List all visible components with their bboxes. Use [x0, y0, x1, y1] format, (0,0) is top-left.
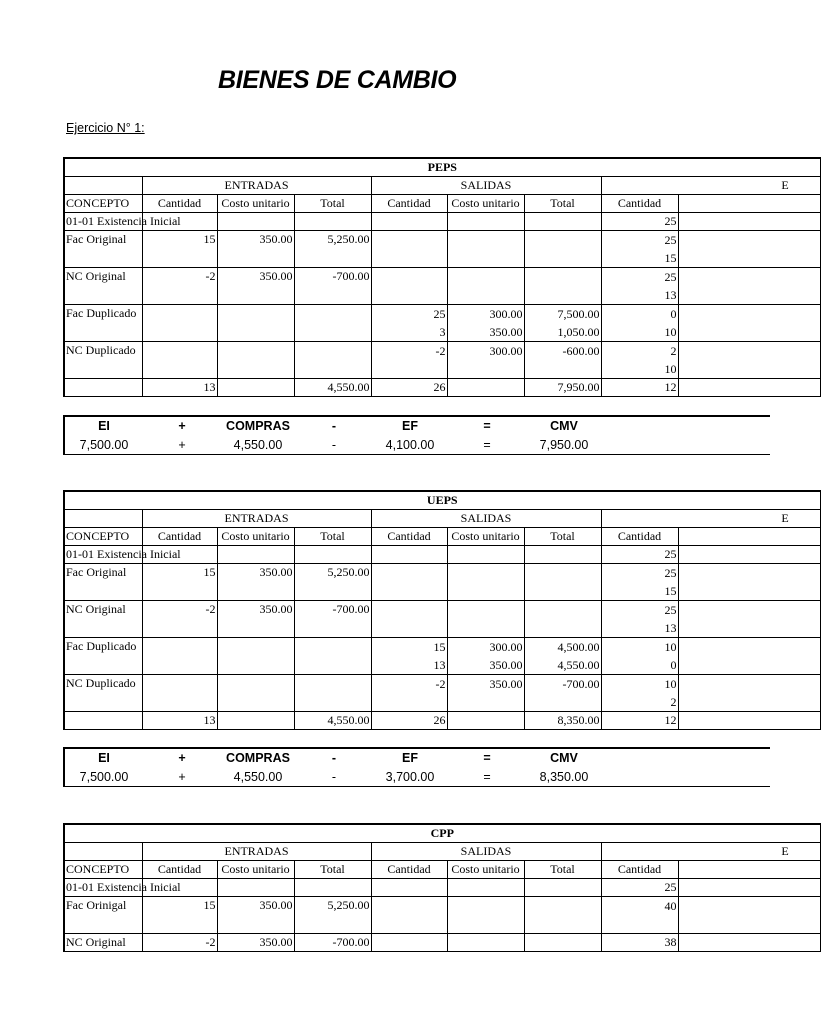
in-total-cell: -700.00 — [294, 268, 371, 305]
summary-label: EF — [402, 419, 418, 433]
total-out-total: 8,350.00 — [524, 712, 601, 730]
in-costo-cell: 350.00 — [217, 564, 294, 601]
in-total-cell: 5,250.00 — [294, 564, 371, 601]
method-title: UEPS — [64, 491, 820, 510]
out-cantidad-cell: 15 13 — [371, 638, 447, 675]
header-concepto: CONCEPTO — [64, 528, 142, 546]
summary-value: 7,500.00 — [79, 438, 129, 452]
total-out-cantidad: 26 — [371, 379, 447, 397]
header-concepto: CONCEPTO — [64, 861, 142, 879]
exist-cantidad-cell: 25 13 — [601, 268, 678, 305]
summary-label: CMV — [550, 751, 578, 765]
exist-cantidad-cell: 25 — [601, 879, 678, 897]
exercise-label: Ejercicio N° 1: — [66, 121, 145, 135]
concepto-cell: NC Original — [64, 601, 142, 638]
in-total-cell: -700.00 — [294, 934, 371, 952]
out-total-cell: -600.00 — [524, 342, 601, 379]
group-existencias: E — [601, 510, 820, 528]
summary-value: 7,950.00 — [539, 438, 589, 452]
header-costo-unitario: Costo unitario — [447, 861, 524, 879]
table-row — [64, 675, 820, 712]
header-concepto: CONCEPTO — [64, 195, 142, 213]
group-entradas: ENTRADAS — [142, 177, 371, 195]
table-row — [64, 601, 820, 638]
total-in-total: 4,550.00 — [294, 379, 371, 397]
concepto-cell: NC Duplicado — [64, 675, 142, 712]
table-row — [64, 934, 820, 952]
total-out-total: 7,950.00 — [524, 379, 601, 397]
exist-cantidad-cell: 40 — [601, 897, 678, 934]
table-row — [64, 879, 820, 897]
header-total: Total — [294, 195, 371, 213]
in-cantidad-cell: -2 — [142, 268, 217, 305]
summary-value: = — [483, 770, 491, 784]
concepto-cell: NC Duplicado — [64, 342, 142, 379]
out-cantidad-cell: -2 — [371, 342, 447, 379]
table-row — [64, 231, 820, 268]
exist-cantidad-cell: 0 10 — [601, 305, 678, 342]
out-costo-cell: 300.00 — [447, 342, 524, 379]
summary-label: COMPRAS — [226, 751, 290, 765]
header-cantidad: Cantidad — [601, 195, 678, 213]
concepto-cell: NC Original — [64, 934, 142, 952]
summary-label: - — [331, 751, 337, 765]
group-salidas: SALIDAS — [371, 843, 601, 861]
exist-cantidad-cell: 25 13 — [601, 601, 678, 638]
out-cantidad-cell: 25 3 — [371, 305, 447, 342]
concepto-cell: 01-01 Existencia Inicial — [64, 546, 142, 564]
out-total-cell: 7,500.00 1,050.00 — [524, 305, 601, 342]
out-total-cell: -700.00 — [524, 675, 601, 712]
header-cantidad: Cantidad — [142, 861, 217, 879]
totals-row — [64, 379, 820, 397]
group-existencias: E — [601, 843, 820, 861]
ueps-table — [63, 490, 789, 730]
header-cantidad: Cantidad — [371, 861, 447, 879]
in-costo-cell: 350.00 — [217, 231, 294, 268]
summary-label: COMPRAS — [226, 419, 290, 433]
total-exist-cantidad: 12 — [601, 712, 678, 730]
summary-label: + — [178, 751, 186, 765]
in-costo-cell: 350.00 — [217, 268, 294, 305]
summary-label: - — [331, 419, 337, 433]
header-costo-unitario: Costo unitario — [447, 528, 524, 546]
header-total: Total — [294, 528, 371, 546]
exist-cantidad-cell: 38 — [601, 934, 678, 952]
in-cantidad-cell: 15 — [142, 897, 217, 934]
summary-label: EF — [402, 751, 418, 765]
header-total: Total — [524, 195, 601, 213]
header-total: Total — [524, 861, 601, 879]
concepto-cell: Fac Original — [64, 564, 142, 601]
totals-row — [64, 712, 820, 730]
summary-label: = — [483, 419, 491, 433]
summary-value: + — [178, 770, 186, 784]
table-row — [64, 897, 820, 934]
total-in-cantidad: 13 — [142, 712, 217, 730]
summary-label: EI — [98, 751, 110, 765]
header-total: Total — [294, 861, 371, 879]
exist-cantidad-cell: 10 2 — [601, 675, 678, 712]
summary-value: 4,100.00 — [385, 438, 435, 452]
summary-value: 3,700.00 — [385, 770, 435, 784]
concepto-cell: NC Original — [64, 268, 142, 305]
out-costo-cell: 300.00 350.00 — [447, 305, 524, 342]
total-in-cantidad: 13 — [142, 379, 217, 397]
exist-cantidad-cell: 2 10 — [601, 342, 678, 379]
header-costo-unitario: Costo unitario — [447, 195, 524, 213]
summary-value: - — [331, 770, 337, 784]
peps-table — [63, 157, 789, 397]
in-cantidad-cell: 15 — [142, 564, 217, 601]
group-entradas: ENTRADAS — [142, 843, 371, 861]
summary-value: - — [331, 438, 337, 452]
in-costo-cell: 350.00 — [217, 897, 294, 934]
out-cantidad-cell: -2 — [371, 675, 447, 712]
summary-label: + — [178, 419, 186, 433]
summary-value: = — [483, 438, 491, 452]
exist-cantidad-cell: 25 15 — [601, 231, 678, 268]
header-cantidad: Cantidad — [601, 861, 678, 879]
summary-value: 4,550.00 — [233, 438, 283, 452]
cpp-table — [63, 823, 789, 952]
concepto-cell: Fac Duplicado — [64, 305, 142, 342]
header-cantidad: Cantidad — [371, 195, 447, 213]
exist-cantidad-cell: 10 0 — [601, 638, 678, 675]
total-exist-cantidad: 12 — [601, 379, 678, 397]
in-cantidad-cell: -2 — [142, 601, 217, 638]
group-existencias: E — [601, 177, 820, 195]
summary-label: CMV — [550, 419, 578, 433]
header-costo-unitario: Costo unitario — [217, 195, 294, 213]
group-entradas: ENTRADAS — [142, 510, 371, 528]
concepto-cell: Fac Duplicado — [64, 638, 142, 675]
total-out-cantidad: 26 — [371, 712, 447, 730]
in-costo-cell: 350.00 — [217, 934, 294, 952]
header-costo-unitario: Costo unitario — [217, 528, 294, 546]
concepto-cell: Fac Orinigal — [64, 897, 142, 934]
table-row — [64, 305, 820, 342]
header-costo-unitario: Costo unitario — [217, 861, 294, 879]
total-in-total: 4,550.00 — [294, 712, 371, 730]
table-row — [64, 564, 820, 601]
header-cantidad: Cantidad — [371, 528, 447, 546]
table-row — [64, 342, 820, 379]
page-title: BIENES DE CAMBIO — [218, 66, 457, 94]
method-title: PEPS — [64, 158, 820, 177]
ueps-summary — [63, 747, 770, 787]
summary-value: 7,500.00 — [79, 770, 129, 784]
concepto-cell: Fac Original — [64, 231, 142, 268]
in-total-cell: 5,250.00 — [294, 231, 371, 268]
peps-summary — [63, 415, 770, 455]
summary-label: EI — [98, 419, 110, 433]
in-total-cell: 5,250.00 — [294, 897, 371, 934]
header-cantidad: Cantidad — [601, 528, 678, 546]
header-cantidad: Cantidad — [142, 195, 217, 213]
group-salidas: SALIDAS — [371, 510, 601, 528]
group-salidas: SALIDAS — [371, 177, 601, 195]
table-row — [64, 268, 820, 305]
header-cantidad: Cantidad — [142, 528, 217, 546]
exist-cantidad-cell: 25 — [601, 213, 678, 231]
concepto-cell: 01-01 Existencia Inicial — [64, 879, 142, 897]
exist-cantidad-cell: 25 — [601, 546, 678, 564]
concepto-cell: 01-01 Existencia Inicial — [64, 213, 142, 231]
header-total: Total — [524, 528, 601, 546]
in-costo-cell: 350.00 — [217, 601, 294, 638]
summary-value: 4,550.00 — [233, 770, 283, 784]
table-row — [64, 638, 820, 675]
table-row — [64, 213, 820, 231]
in-cantidad-cell: 15 — [142, 231, 217, 268]
table-row — [64, 546, 820, 564]
in-total-cell: -700.00 — [294, 601, 371, 638]
out-costo-cell: 350.00 — [447, 675, 524, 712]
out-costo-cell: 300.00 350.00 — [447, 638, 524, 675]
summary-value: + — [178, 438, 186, 452]
in-cantidad-cell: -2 — [142, 934, 217, 952]
out-total-cell: 4,500.00 4,550.00 — [524, 638, 601, 675]
summary-value: 8,350.00 — [539, 770, 589, 784]
method-title: CPP — [64, 824, 820, 843]
exist-cantidad-cell: 25 15 — [601, 564, 678, 601]
summary-label: = — [483, 751, 491, 765]
